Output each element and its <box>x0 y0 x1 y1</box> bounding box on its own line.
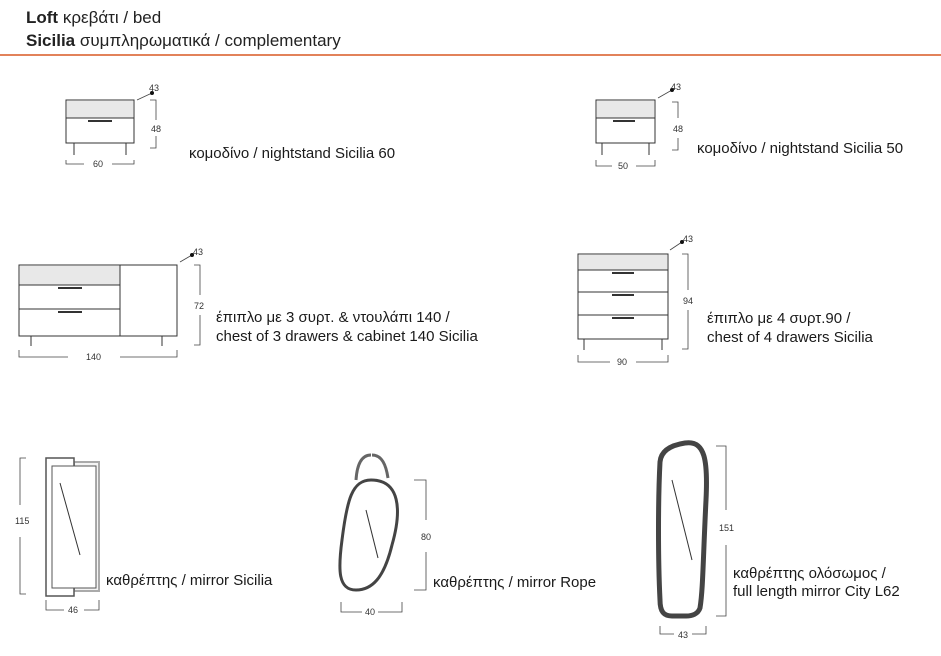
nightstand-60-height-label: 48 <box>151 124 162 134</box>
chest-4-caption-line-1: έπιπλο με 4 συρτ.90 / <box>707 310 851 327</box>
mirror-city-caption-line-1: καθρέπτης ολόσωμος / <box>733 565 886 582</box>
chest-3-width-label: 140 <box>86 352 102 362</box>
mirror-sicilia-caption: καθρέπτης / mirror Sicilia <box>106 572 273 589</box>
nightstand-50-height-label: 48 <box>673 124 684 134</box>
mirror-rope-caption: καθρέπτης / mirror Rope <box>433 574 597 591</box>
mirror-sicilia-width-label: 46 <box>68 605 79 615</box>
mirror-rope-width-label: 40 <box>365 607 376 617</box>
mirror-rope-height-label: 80 <box>421 532 432 542</box>
header-bed-label: κρεβάτι / bed <box>62 8 162 27</box>
header-series-name: Sicilia <box>26 31 76 50</box>
chest-3-drawers-cabinet-drawing <box>19 265 177 346</box>
chest-4-depth-label: 43 <box>683 234 694 244</box>
chest-3-depth-label: 43 <box>193 247 204 257</box>
mirror-sicilia-drawing <box>46 458 99 596</box>
chest-3-height-label: 72 <box>194 301 205 311</box>
mirror-city-width-label: 43 <box>678 630 689 640</box>
mirror-city-height-label: 151 <box>719 523 735 533</box>
chest-4-caption-line-2: chest of 4 drawers Sicilia <box>707 329 873 346</box>
chest-3-caption-line-1: έπιπλο με 3 συρτ. & ντουλάπι 140 / <box>216 309 450 326</box>
nightstand-50-drawing <box>596 100 655 155</box>
nightstand-60-depth-label: 43 <box>149 83 160 93</box>
header-collection-name: Loft <box>26 8 59 27</box>
mirror-city-drawing <box>659 443 707 616</box>
chest-3-caption-line-2: chest of 3 drawers & cabinet 140 Sicilia <box>216 328 478 345</box>
nightstand-50-width-label: 50 <box>618 161 629 171</box>
header-complementary-label: συμπληρωματικά / complementary <box>79 31 341 50</box>
chest-4-height-label: 94 <box>683 296 694 306</box>
nightstand-60-width-label: 60 <box>93 159 104 169</box>
chest-4-width-label: 90 <box>617 357 628 367</box>
nightstand-60-caption: κομοδίνο / nightstand Sicilia 60 <box>189 145 396 162</box>
mirror-sicilia-height-label: 115 <box>15 516 30 526</box>
nightstand-50-caption: κομοδίνο / nightstand Sicilia 50 <box>697 140 904 157</box>
mirror-city-caption-line-2: full length mirror City L62 <box>733 583 900 600</box>
nightstand-50-depth-label: 43 <box>671 82 682 92</box>
nightstand-60-drawing <box>66 100 134 155</box>
mirror-rope-drawing <box>340 455 398 590</box>
chest-4-drawers-drawing <box>578 254 668 350</box>
